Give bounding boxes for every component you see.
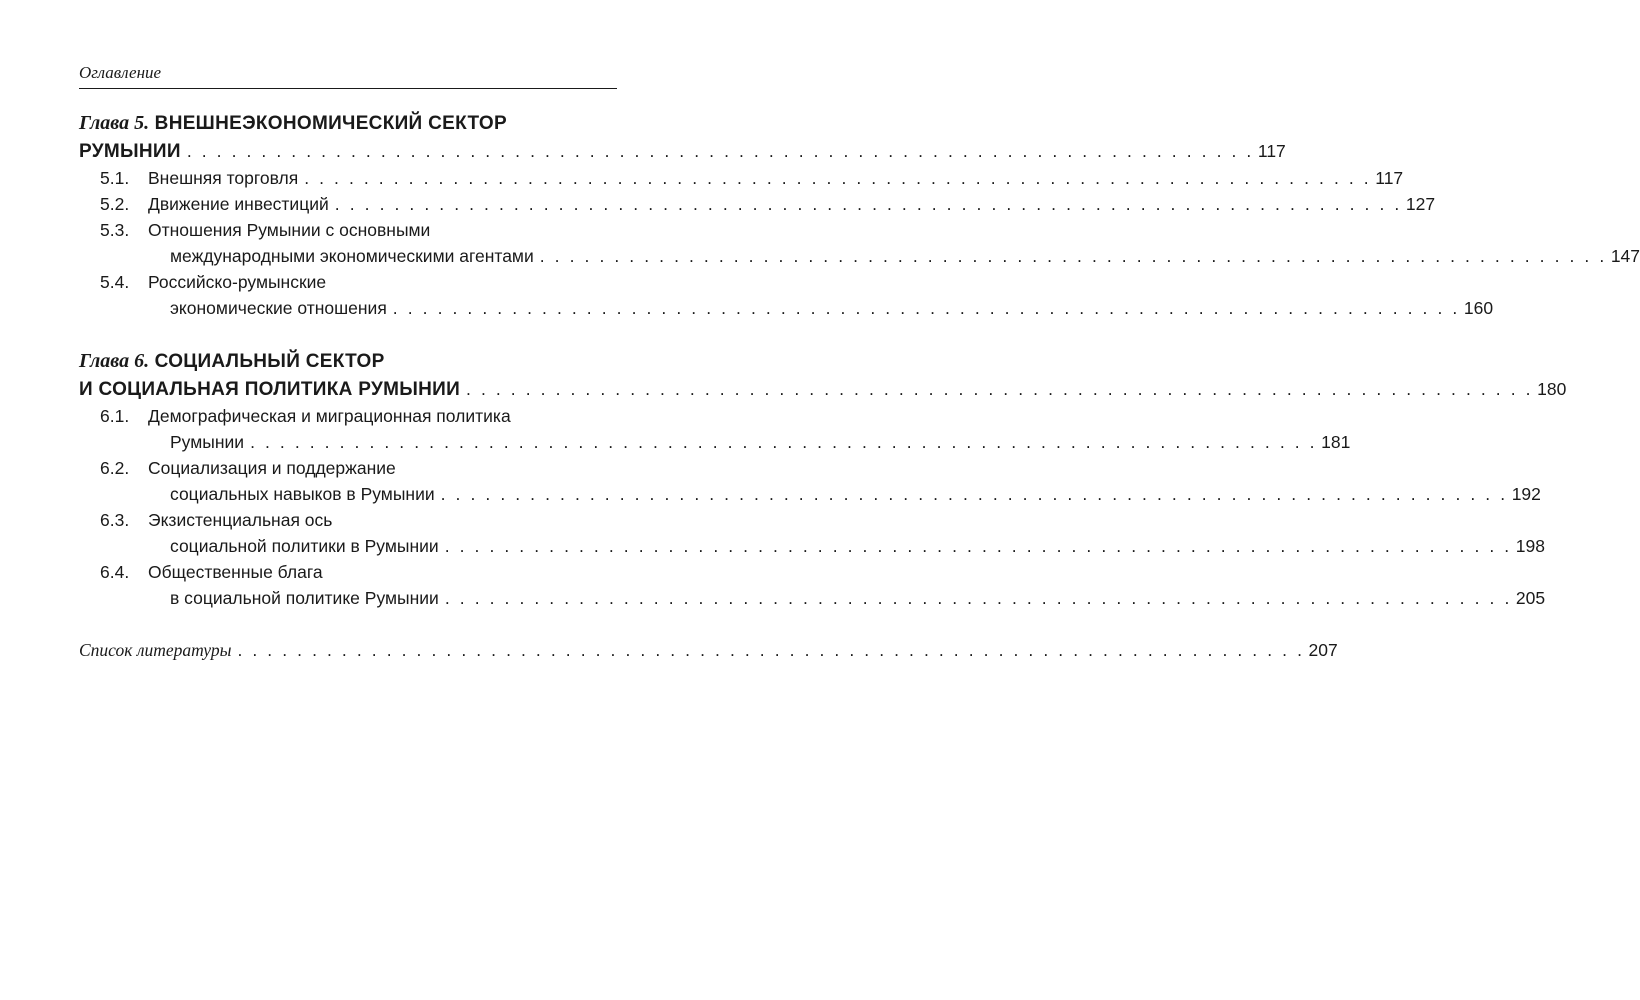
chapter-6-title-line1: СОЦИАЛЬНЫЙ СЕКТОР [154,351,385,372]
section-page: 181 [1321,432,1351,452]
section-5-2 [79,191,1436,217]
section-6-1 [79,403,1351,455]
section-title: Движение инвестиций [148,194,329,214]
section-page: 205 [1515,588,1546,608]
section-title: Внешняя торговля [148,168,299,188]
chapter-6-page: 180 [1537,379,1567,399]
section-page: 127 [1405,194,1436,214]
section-number: 6.4. [100,562,130,582]
references-entry [79,637,1338,663]
section-title: Социализация и поддержание [148,458,396,478]
section-number: 6.3. [100,510,130,530]
section-6-2 [79,455,1541,507]
section-number: 5.4. [100,272,130,292]
dot-leader: . . . . . . . . . . . . . . . . . . . . . . . . . . . . . . . . . . . . . . . . . . . . . . . . . . . . . . . . . . . . . . . . . . . . . . . . [466,379,1534,399]
dot-leader: . . . . . . . . . . . . . . . . . . . . . . . . . . . . . . . . . . . . . . . . . . . . . . . . . . . . . . . . . . . . . . . . . . . . . . . . [539,246,1607,266]
section-title: Общественные блага [148,562,323,582]
dot-leader: . . . . . . . . . . . . . . . . . . . . . . . . . . . . . . . . . . . . . . . . . . . . . . . . . . . . . . . . . . . . . . . . . . . . . . . . [444,588,1512,608]
section-6-4 [79,559,1546,611]
section-page: 198 [1515,536,1545,556]
dot-leader: . . . . . . . . . . . . . . . . . . . . . . . . . . . . . . . . . . . . . . . . . . . . . . . . . . . . . . . . . . . . . . . . . . . . . . . . [444,536,1512,556]
section-6-3 [79,507,1545,559]
running-head-title: Оглавление [79,63,162,82]
section-title-cont: социальной политики в Румынии [170,536,439,556]
section-title-cont: социальных навыков в Румынии [170,484,435,504]
section-page: 147 [1610,246,1640,266]
dot-leader: . . . . . . . . . . . . . . . . . . . . . . . . . . . . . . . . . . . . . . . . . . . . . . . . . . . . . . . . . . . . . . . . . . . . . . . . [440,484,1508,504]
section-title-cont: международными экономическими агентами [170,246,534,266]
section-page: 192 [1511,484,1541,504]
references-label: Список литературы [79,640,232,660]
chapter-5-title-line1: ВНЕШНЕЭКОНОМИЧЕСКИЙ СЕКТОР [154,113,507,134]
running-header [79,63,617,89]
section-number: 6.2. [100,458,130,478]
section-title-cont: экономические отношения [170,298,387,318]
header-rule [79,88,617,89]
section-title: Российско-румынские [148,272,327,292]
section-page: 160 [1463,298,1494,318]
dot-leader: . . . . . . . . . . . . . . . . . . . . . . . . . . . . . . . . . . . . . . . . . . . . . . . . . . . . . . . . . . . . . . . . . . . . . . . . [250,432,1318,452]
chapter-5-title-line2: РУМЫНИИ [79,141,181,162]
section-number: 5.1. [100,168,130,188]
dot-leader: . . . . . . . . . . . . . . . . . . . . . . . . . . . . . . . . . . . . . . . . . . . . . . . . . . . . . . . . . . . . . . . . . . . . . . . . [392,298,1460,318]
chapter-5-page: 117 [1257,141,1286,161]
dot-leader: . . . . . . . . . . . . . . . . . . . . . . . . . . . . . . . . . . . . . . . . . . . . . . . . . . . . . . . . . . . . . . . . . . . . . . . . [334,194,1402,214]
section-number: 5.2. [100,194,130,214]
chapter-6-heading [79,347,1567,403]
section-5-1 [79,165,1404,191]
section-title: Демографическая и миграционная политика [148,406,511,426]
section-title: Отношения Румынии с основными [148,220,431,240]
section-page: 117 [1375,168,1404,188]
section-number: 5.3. [100,220,130,240]
section-title: Экзистенциальная ось [148,510,333,530]
references-page: 207 [1308,640,1338,660]
section-5-4 [79,269,1494,321]
chapter-6-title-line2: И СОЦИАЛЬНАЯ ПОЛИТИКА РУМЫНИИ [79,379,461,400]
table-of-contents [79,109,1640,663]
section-title-cont: в социальной политике Румынии [170,588,439,608]
section-number: 6.1. [100,406,130,426]
dot-leader: . . . . . . . . . . . . . . . . . . . . . . . . . . . . . . . . . . . . . . . . . . . . . . . . . . . . . . . . . . . . . . . . . . . . . . . . [304,168,1372,188]
chapter-5-label: Глава 5. [79,112,150,134]
dot-leader: . . . . . . . . . . . . . . . . . . . . . . . . . . . . . . . . . . . . . . . . . . . . . . . . . . . . . . . . . . . . . . . . . . . . . . . . [237,640,1305,660]
dot-leader: . . . . . . . . . . . . . . . . . . . . . . . . . . . . . . . . . . . . . . . . . . . . . . . . . . . . . . . . . . . . . . . . . . . . . . . . [186,141,1254,161]
section-5-3 [79,217,1640,269]
chapter-6-label: Глава 6. [79,350,150,372]
chapter-5-heading [79,109,1286,165]
section-title-cont: Румынии [170,432,245,452]
